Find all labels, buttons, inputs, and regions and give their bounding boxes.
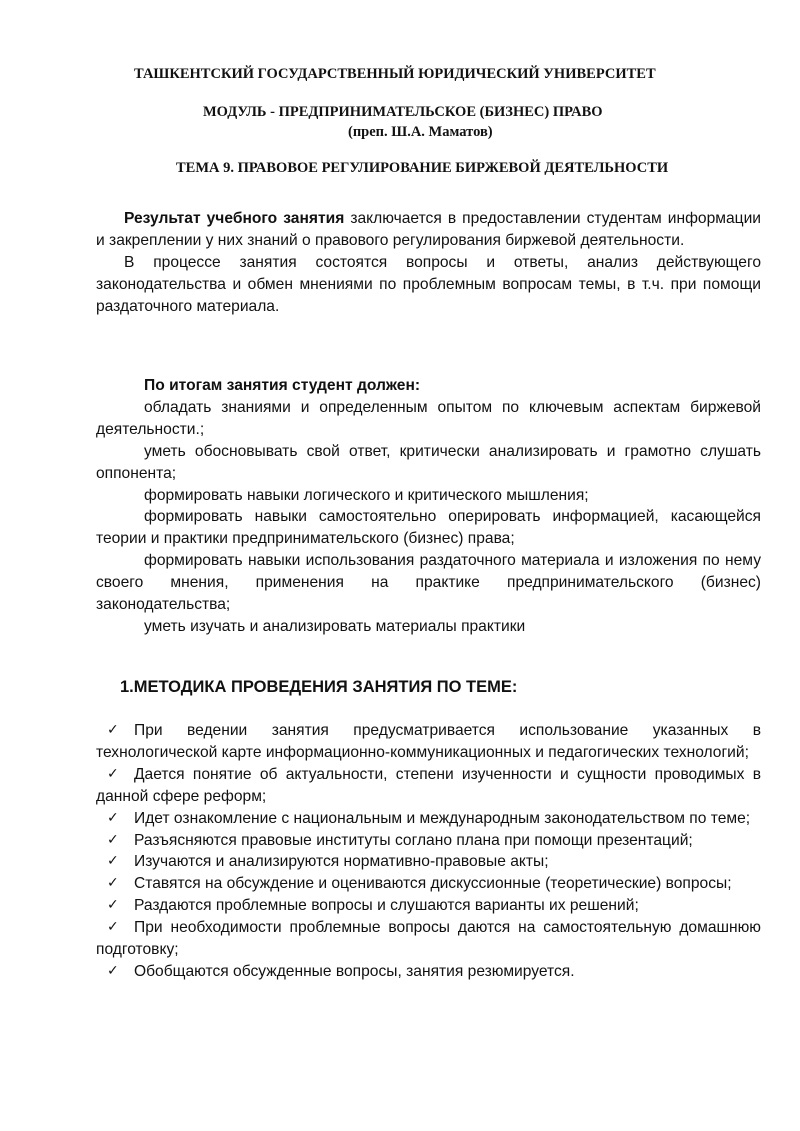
- university-title: ТАШКЕНТСКИЙ ГОСУДАРСТВЕННЫЙ ЮРИДИЧЕСКИЙ УНИВЕРСИТЕТ: [134, 66, 656, 82]
- check-icon: ✓: [107, 875, 119, 892]
- checklist-item: [96, 830, 761, 852]
- process-paragraph: В процессе занятия состоятся вопросы и ответы, анализ действующего законодательства и обмен мнениями по проблемным вопросам темы, в т.ч. при помощи раздаточного материала.: [96, 253, 761, 315]
- checklist-item: [96, 917, 761, 961]
- check-icon: ✓: [107, 765, 119, 782]
- goal-item: обладать знаниями и определенным опытом по ключевым аспектам биржевой деятельности.;: [96, 398, 761, 438]
- methodology-checklist: [96, 720, 761, 983]
- methodology-heading: 1.МЕТОДИКА ПРОВЕДЕНИЯ ЗАНЯТИЯ ПО ТЕМЕ:: [120, 678, 518, 696]
- topic-title: ТЕМА 9. ПРАВОВОЕ РЕГУЛИРОВАНИЕ БИРЖЕВОЙ ДЕЯТЕЛЬНОСТИ: [176, 160, 669, 176]
- check-icon: ✓: [107, 897, 119, 914]
- goals-section: [96, 375, 761, 638]
- check-icon: ✓: [107, 809, 119, 826]
- result-paragraph: [96, 208, 761, 252]
- checklist-item: [96, 895, 761, 917]
- checklist-item: [96, 961, 761, 983]
- check-icon: ✓: [107, 962, 119, 979]
- checklist-item: [96, 764, 761, 808]
- checklist-item-text: Изучаются и анализируются нормативно-правовые акты;: [134, 853, 549, 871]
- checklist-item-text: Обобщаются обсужденные вопросы, занятия резюмируется.: [134, 962, 575, 980]
- check-icon: ✓: [107, 853, 119, 870]
- checklist-item: [96, 720, 761, 764]
- check-icon: ✓: [107, 722, 119, 738]
- checklist-item-text: Ставятся на обсуждение и оцениваются дискуссионные (теоретические) вопросы;: [134, 875, 732, 893]
- module-title: МОДУЛЬ - ПРЕДПРИНИМАТЕЛЬСКОЕ (БИЗНЕС) ПРАВО: [203, 104, 603, 120]
- check-icon: ✓: [107, 919, 119, 936]
- goal-item: формировать навыки самостоятельно оперировать информацией, касающейся теории и практики предпринимательского (бизнес) права;: [96, 508, 761, 548]
- checklist-item-text: При необходимости проблемные вопросы даются на самостоятельную домашнюю подготовку;: [96, 919, 761, 959]
- checklist-item-text: Идет ознакомление с национальным и международным законодательством по теме;: [134, 809, 751, 827]
- checklist-item-text: При ведении занятия предусматривается использование указанных в технологической карте информационно-коммуникационных и педагогических технологий;: [96, 722, 761, 761]
- checklist-item: [96, 873, 761, 895]
- goals-heading: По итогам занятия студент должен:: [144, 377, 421, 394]
- checklist-item: [96, 851, 761, 873]
- check-icon: ✓: [107, 831, 119, 848]
- intro-section: [96, 208, 761, 318]
- goal-item: уметь обосновывать свой ответ, критически анализировать и грамотно слушать оппонента;: [96, 442, 761, 482]
- teacher-name: (преп. Ш.А. Маматов): [348, 124, 493, 140]
- checklist-item: [96, 808, 761, 830]
- result-text: заключается в предоставлении студентам информации и закреплении у них знаний о правового регулирования биржевой деятельности.: [96, 210, 762, 249]
- checklist-item-text: Разъясняются правовые институты соглано плана при помощи презентаций;: [134, 831, 693, 849]
- goal-item: формировать навыки использования раздаточного материала и изложения по нему своего мнения, применения на практике предпринимательского (бизнес) законодательства;: [96, 552, 761, 614]
- goal-item: формировать навыки логического и критического мышления;: [144, 486, 589, 504]
- checklist-item-text: Раздаются проблемные вопросы и слушаются варианты их решений;: [134, 897, 639, 915]
- result-label: Результат учебного занятия: [124, 210, 345, 227]
- goal-item: уметь изучать и анализировать материалы практики: [144, 617, 526, 635]
- checklist-item-text: Дается понятие об актуальности, степени изученности и сущности проводимых в данной сфере реформ;: [96, 765, 761, 805]
